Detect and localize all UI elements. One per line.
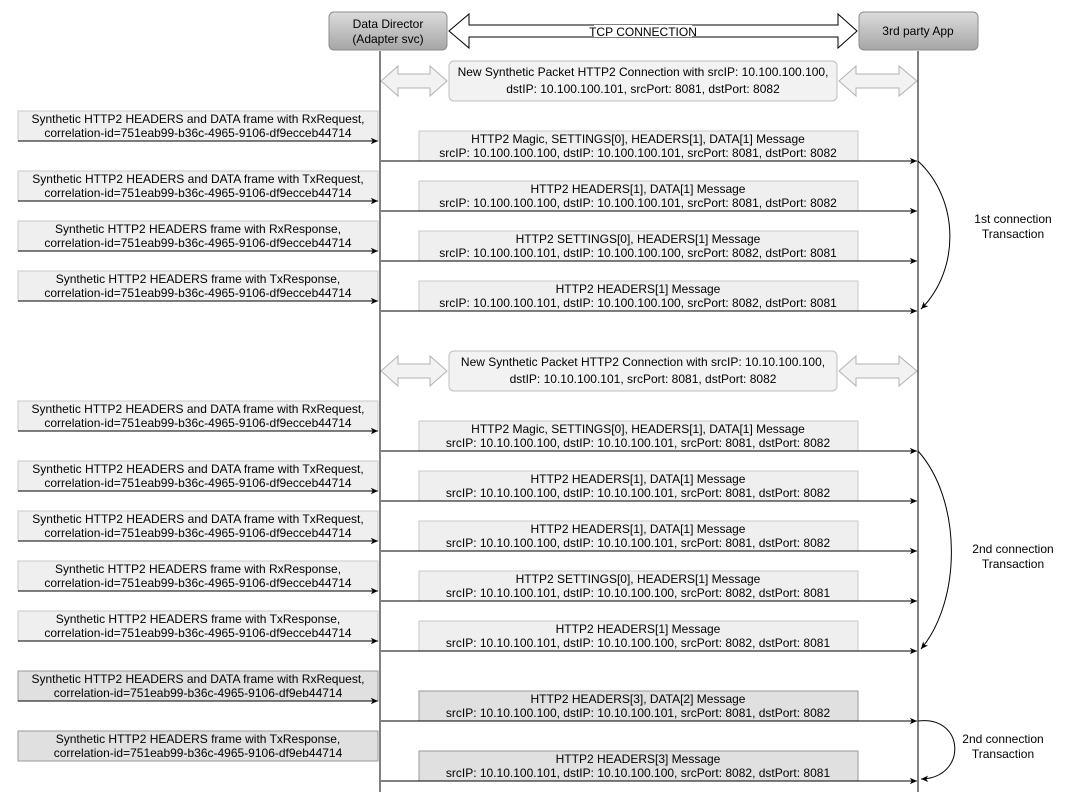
input-text-line1: Synthetic HTTP2 HEADERS and DATA frame with RxRequest, xyxy=(31,402,365,416)
tcp-connection-label: TCP CONNECTION xyxy=(589,25,697,39)
http2-message-2 xyxy=(381,181,917,211)
synthetic-input-8 xyxy=(18,561,378,591)
synthetic-input-6 xyxy=(18,461,378,491)
synthetic-input-5 xyxy=(18,401,378,431)
participant-3rd-party-app xyxy=(859,12,978,50)
input-text-line2: correlation-id=751eab99-b36c-4965-9106-df9ecceb44714 xyxy=(44,476,352,490)
http2-message-1 xyxy=(381,131,917,161)
input-text-line2: correlation-id=751eab99-b36c-4965-9106-df9ecceb44714 xyxy=(44,576,352,590)
http2-message-10 xyxy=(381,691,917,721)
input-text-line1: Synthetic HTTP2 HEADERS frame with TxResponse, xyxy=(55,732,341,746)
transaction-3 xyxy=(918,721,1044,779)
connection-text-line1: New Synthetic Packet HTTP2 Connection with srcIP: 10.10.100.100, xyxy=(460,355,826,369)
input-text-line2: correlation-id=751eab99-b36c-4965-9106-df9ecceb44714 xyxy=(44,416,352,430)
transaction-curve xyxy=(918,721,955,779)
transaction-label-line1: 2nd connection xyxy=(962,732,1044,746)
input-text-line1: Synthetic HTTP2 HEADERS frame with TxResponse, xyxy=(55,612,341,626)
message-text-line2: srcIP: 10.10.100.101, dstIP: 10.10.100.100, srcPort: 8082, dstPort: 8081 xyxy=(445,586,831,600)
http2-message-3 xyxy=(381,231,917,261)
input-text-line1: Synthetic HTTP2 HEADERS frame with RxResponse, xyxy=(54,562,342,576)
tcp-connection-arrow xyxy=(449,14,857,48)
connection-setup-1 xyxy=(381,61,917,101)
participant-data-director xyxy=(329,12,447,50)
transaction-curve xyxy=(918,161,950,309)
participant-left-title: Data Director xyxy=(352,17,424,31)
message-text-line1: HTTP2 Magic, SETTINGS[0], HEADERS[1], DATA[1] Message xyxy=(471,422,805,436)
message-text-line1: HTTP2 HEADERS[1] Message xyxy=(555,282,721,296)
connection-arrow-left xyxy=(381,66,447,96)
synthetic-input-9 xyxy=(18,611,378,641)
message-text-line1: HTTP2 HEADERS[1], DATA[1] Message xyxy=(530,522,746,536)
input-text-line1: Synthetic HTTP2 HEADERS and DATA frame with RxRequest, xyxy=(31,112,365,126)
input-text-line2: correlation-id=751eab99-b36c-4965-9106-df9ecceb44714 xyxy=(44,126,352,140)
http2-message-4 xyxy=(381,281,917,311)
synthetic-input-4 xyxy=(18,271,378,301)
input-text-line1: Synthetic HTTP2 HEADERS and DATA frame with TxRequest, xyxy=(32,512,364,526)
message-text-line1: HTTP2 SETTINGS[0], HEADERS[1] Message xyxy=(515,232,761,246)
synthetic-input-3 xyxy=(18,221,378,251)
input-text-line2: correlation-id=751eab99-b36c-4965-9106-df9ecceb44714 xyxy=(44,286,352,300)
transaction-label-line2: Transaction xyxy=(971,747,1035,761)
message-text-line2: srcIP: 10.100.100.101, dstIP: 10.100.100.100, srcPort: 8082, dstPort: 8081 xyxy=(439,246,837,260)
message-text-line1: HTTP2 Magic, SETTINGS[0], HEADERS[1], DATA[1] Message xyxy=(471,132,805,146)
message-text-line2: srcIP: 10.10.100.101, dstIP: 10.10.100.100, srcPort: 8082, dstPort: 8081 xyxy=(445,766,831,780)
message-text-line2: srcIP: 10.100.100.101, dstIP: 10.100.100.100, srcPort: 8082, dstPort: 8081 xyxy=(439,296,837,310)
transaction-curve xyxy=(918,451,951,649)
transaction-label-line2: Transaction xyxy=(981,227,1045,241)
input-text-line1: Synthetic HTTP2 HEADERS and DATA frame with TxRequest, xyxy=(32,462,364,476)
input-text-line2: correlation-id=751eab99-b36c-4965-9106-df9ecceb44714 xyxy=(44,626,352,640)
synthetic-input-11 xyxy=(18,731,378,761)
message-text-line2: srcIP: 10.100.100.100, dstIP: 10.100.100.101, srcPort: 8081, dstPort: 8082 xyxy=(439,196,837,210)
connection-arrow-left xyxy=(381,356,447,386)
synthetic-input-1 xyxy=(18,111,378,141)
input-text-line1: Synthetic HTTP2 HEADERS frame with TxResponse, xyxy=(55,272,341,286)
message-text-line1: HTTP2 HEADERS[1] Message xyxy=(555,622,721,636)
input-text-line2: correlation-id=751eab99-b36c-4965-9106-df9eb44714 xyxy=(53,746,343,760)
input-text-line1: Synthetic HTTP2 HEADERS frame with RxResponse, xyxy=(54,222,342,236)
http2-message-6 xyxy=(381,471,917,501)
input-text-line2: correlation-id=751eab99-b36c-4965-9106-df9ecceb44714 xyxy=(44,186,352,200)
synthetic-input-2 xyxy=(18,171,378,201)
participant-left-subtitle: (Adapter svc) xyxy=(352,32,424,46)
message-text-line1: HTTP2 HEADERS[1], DATA[1] Message xyxy=(530,472,746,486)
connection-arrow-right xyxy=(839,356,917,386)
transaction-label-line1: 1st connection xyxy=(974,212,1052,226)
message-text-line2: srcIP: 10.100.100.100, dstIP: 10.100.100.101, srcPort: 8081, dstPort: 8082 xyxy=(439,146,837,160)
input-text-line1: Synthetic HTTP2 HEADERS and DATA frame with RxRequest, xyxy=(31,672,365,686)
transaction-label-line2: Transaction xyxy=(981,557,1045,571)
http2-message-11 xyxy=(381,751,917,781)
http2-message-7 xyxy=(381,521,917,551)
input-text-line1: Synthetic HTTP2 HEADERS and DATA frame with TxRequest, xyxy=(32,172,364,186)
connection-text-line2: dstIP: 10.10.100.101, srcPort: 8081, dstPort: 8082 xyxy=(509,372,777,386)
message-text-line2: srcIP: 10.10.100.100, dstIP: 10.10.100.101, srcPort: 8081, dstPort: 8082 xyxy=(445,486,831,500)
http2-message-9 xyxy=(381,621,917,651)
synthetic-input-10 xyxy=(18,671,378,701)
message-text-line1: HTTP2 HEADERS[1], DATA[1] Message xyxy=(530,182,746,196)
transaction-1 xyxy=(918,161,1052,309)
transaction-2 xyxy=(918,451,1054,649)
input-text-line2: correlation-id=751eab99-b36c-4965-9106-df9ecceb44714 xyxy=(44,236,352,250)
message-text-line2: srcIP: 10.10.100.100, dstIP: 10.10.100.101, srcPort: 8081, dstPort: 8082 xyxy=(445,536,831,550)
connection-text-line2: dstIP: 10.100.100.101, srcPort: 8081, dstPort: 8082 xyxy=(506,82,780,96)
connection-text-line1: New Synthetic Packet HTTP2 Connection with srcIP: 10.100.100.100, xyxy=(457,65,829,79)
http2-message-5 xyxy=(381,421,917,451)
synthetic-input-7 xyxy=(18,511,378,541)
message-text-line2: srcIP: 10.10.100.100, dstIP: 10.10.100.101, srcPort: 8081, dstPort: 8082 xyxy=(445,436,831,450)
transaction-label-line1: 2nd connection xyxy=(972,542,1054,556)
input-text-line2: correlation-id=751eab99-b36c-4965-9106-df9ecceb44714 xyxy=(44,526,352,540)
message-text-line1: HTTP2 HEADERS[3] Message xyxy=(555,752,721,766)
message-text-line2: srcIP: 10.10.100.101, dstIP: 10.10.100.100, srcPort: 8082, dstPort: 8081 xyxy=(445,636,831,650)
http2-message-8 xyxy=(381,571,917,601)
connection-arrow-right xyxy=(839,66,917,96)
input-text-line2: correlation-id=751eab99-b36c-4965-9106-df9eb44714 xyxy=(53,686,343,700)
connection-setup-2 xyxy=(381,351,917,391)
message-text-line2: srcIP: 10.10.100.100, dstIP: 10.10.100.101, srcPort: 8081, dstPort: 8082 xyxy=(445,706,831,720)
message-text-line1: HTTP2 SETTINGS[0], HEADERS[1] Message xyxy=(515,572,761,586)
participant-right-title: 3rd party App xyxy=(882,24,954,38)
message-text-line1: HTTP2 HEADERS[3], DATA[2] Message xyxy=(530,692,746,706)
